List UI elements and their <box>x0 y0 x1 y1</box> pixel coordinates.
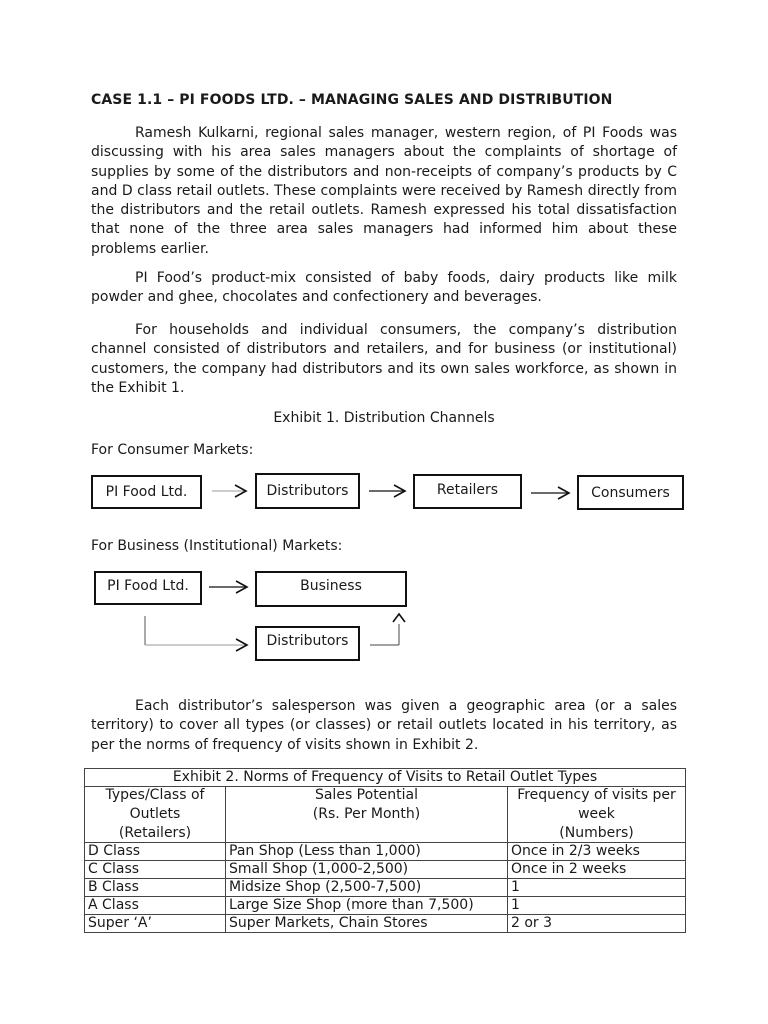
cell-potential: Pan Shop (Less than 1,000) <box>226 843 508 861</box>
table-row <box>85 861 686 879</box>
business-node-pi-food <box>94 571 202 605</box>
cell-class: B Class <box>85 879 226 897</box>
consumer-node-distributors <box>255 473 360 509</box>
node-label: Consumers <box>591 484 670 501</box>
node-label: Business <box>300 578 362 594</box>
cell-frequency: Once in 2/3 weeks <box>508 843 686 861</box>
cell-frequency: 1 <box>508 897 686 915</box>
table-row <box>85 915 686 933</box>
cell-frequency: 2 or 3 <box>508 915 686 933</box>
visit-norms-table <box>84 768 686 933</box>
node-label: Retailers <box>436 482 499 498</box>
header-sales-potential <box>226 787 508 843</box>
header-line: (Rs. Per Month) <box>312 806 421 822</box>
cell-potential: Super Markets, Chain Stores <box>226 915 508 933</box>
business-markets-heading: For Business (Institutional) Markets: <box>91 538 343 554</box>
paragraph-channels-text: For households and individual consumers, the company’s distribution channel consisted of distributors and retailers, and for business (or institutional) customers, the company had distributors and its own sales workforce, as shown in the Exhibit 1. <box>91 322 677 396</box>
paragraph-territory <box>91 697 677 755</box>
consumer-node-consumers <box>577 475 684 510</box>
cell-class: D Class <box>85 843 226 861</box>
header-line: Frequency of visits per <box>517 787 676 803</box>
table-row <box>85 843 686 861</box>
header-line: (Retailers) <box>118 825 192 841</box>
cell-frequency: Once in 2 weeks <box>508 861 686 879</box>
header-line: (Numbers) <box>559 825 634 841</box>
paragraph-product-mix-text: PI Food’s product-mix consisted of baby foods, dairy products like milk powder and ghee, chocolates and confectionery and beverages. <box>91 270 677 306</box>
node-label: PI Food Ltd. <box>107 578 189 594</box>
paragraph-territory-text: Each distributor’s salesperson was given a geographic area (or a sales territory) to cover all types (or classes) or retail outlets located in his territory, as per the norms of frequency of visits shown in Exhibit 2. <box>91 698 677 753</box>
consumer-markets-heading: For Consumer Markets: <box>91 442 254 458</box>
consumer-node-pi-food <box>91 475 202 509</box>
table-header-row <box>85 787 686 843</box>
cell-class: A Class <box>85 897 226 915</box>
paragraph-intro-text: Ramesh Kulkarni, regional sales manager, western region, of PI Foods was discussing with his area sales managers about the complaints of shortage of supplies by some of the distributors and non-receipts of company’s products by C and D class retail outlets. These complaints were received by Ramesh directly from the distributors and the retail outlets. Ramesh expressed his total dissatisfaction that none of the three area sales managers had informed him about these problems earlier. <box>91 125 677 257</box>
node-label: PI Food Ltd. <box>105 484 188 500</box>
cell-class: C Class <box>85 861 226 879</box>
header-line: week <box>578 806 615 822</box>
header-frequency <box>508 787 686 843</box>
business-node-business <box>255 571 407 607</box>
table-row <box>85 879 686 897</box>
cell-potential: Small Shop (1,000-2,500) <box>226 861 508 879</box>
business-node-distributors <box>255 626 360 661</box>
table-caption-row <box>85 769 686 787</box>
cell-potential: Midsize Shop (2,500-7,500) <box>226 879 508 897</box>
consumer-node-retailers <box>413 474 522 509</box>
exhibit2-caption: Exhibit 2. Norms of Frequency of Visits to Retail Outlet Types <box>85 769 686 787</box>
node-label: Distributors <box>266 483 349 499</box>
header-line: Outlets <box>129 806 181 822</box>
cell-potential: Large Size Shop (more than 7,500) <box>226 897 508 915</box>
table-row <box>85 897 686 915</box>
cell-frequency: 1 <box>508 879 686 897</box>
case-title: CASE 1.1 – PI FOODS LTD. – MANAGING SALES AND DISTRIBUTION <box>91 92 613 108</box>
node-label: Distributors <box>266 633 349 649</box>
exhibit1-caption: Exhibit 1. Distribution Channels <box>273 410 495 426</box>
header-line: Types/Class of <box>105 787 205 803</box>
header-line: Sales Potential <box>314 787 419 803</box>
header-types <box>85 787 226 843</box>
cell-class: Super ‘A’ <box>85 915 226 933</box>
